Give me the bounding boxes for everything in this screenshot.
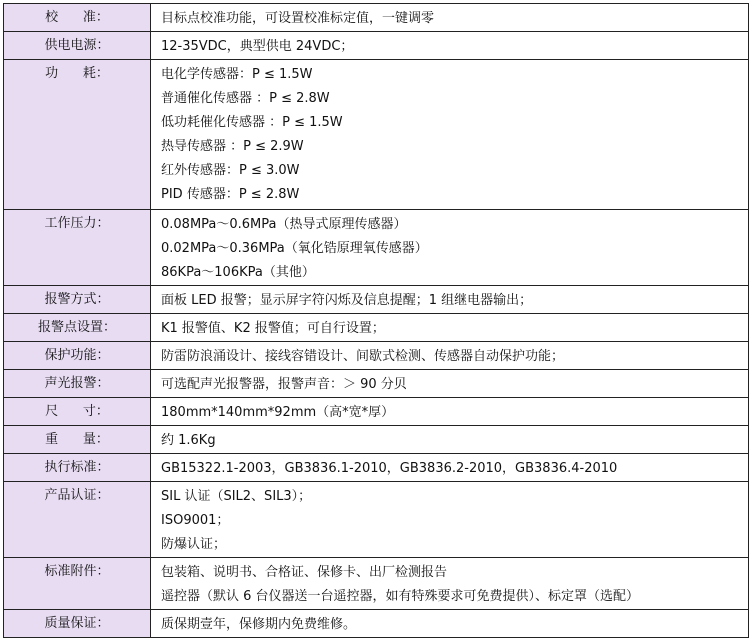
- row-value-cell: [151, 314, 749, 342]
- row-value-line: 电化学传感器：P ≤ 1.5W: [161, 67, 313, 82]
- row-label: 保护功能：: [44, 348, 110, 363]
- row-label-cell: [4, 286, 151, 314]
- row-value-line: 86KPa～106KPa（其他）: [161, 265, 315, 280]
- row-value-line: 普通催化传感器 ：P ≤ 2.8W: [161, 91, 330, 106]
- row-label: 重 量：: [45, 432, 109, 447]
- row-label-cell: [4, 610, 151, 638]
- spec-row-alarm-mode: [4, 286, 749, 314]
- spec-row-protection: [4, 342, 749, 370]
- row-value-line: 180mm*140mm*92mm（高*宽*厚）: [161, 405, 395, 420]
- row-label: 声光报警：: [44, 376, 110, 391]
- row-value-line: 质保期壹年，保修期内免费维修。: [161, 617, 357, 632]
- row-value-line: 约 1.6Kg: [161, 433, 216, 448]
- row-label: 供电电源：: [44, 38, 110, 53]
- row-value-line: 12-35VDC，典型供电 24VDC；: [161, 39, 354, 54]
- row-label-cell: [4, 482, 151, 558]
- row-label-cell: [4, 60, 151, 210]
- row-value-line: ISO9001；: [161, 513, 230, 528]
- spec-row-certification: [4, 482, 749, 558]
- row-label: 执行标准：: [44, 460, 110, 475]
- row-label: 报警点设置：: [37, 320, 116, 335]
- row-label-cell: [4, 558, 151, 610]
- row-label: 产品认证：: [44, 488, 110, 503]
- row-value-line: K1 报警值、K2 报警值；可自行设置；: [161, 321, 385, 336]
- row-value-line: SIL 认证（SIL2、SIL3）；: [161, 489, 312, 504]
- spec-row-standards: [4, 454, 749, 482]
- row-value-line: 0.02MPa～0.36MPa（氧化锆原理氧传感器）: [161, 241, 428, 256]
- spec-row-dimensions: [4, 398, 749, 426]
- row-value-cell: [151, 32, 749, 60]
- row-value-line: 红外传感器：P ≤ 3.0W: [161, 163, 300, 178]
- row-value-cell: [151, 558, 749, 610]
- row-value-line: PID 传感器：P ≤ 2.8W: [161, 187, 300, 202]
- row-label-cell: [4, 398, 151, 426]
- row-label: 质量保证：: [44, 616, 110, 631]
- row-label: 尺 寸：: [45, 404, 109, 419]
- spec-row-alarm-setpoint: [4, 314, 749, 342]
- spec-row-power-consumption: [4, 60, 749, 210]
- row-label: 工作压力：: [44, 216, 110, 231]
- spec-row-calibration: [4, 4, 749, 32]
- row-label-cell: [4, 426, 151, 454]
- row-value-line: 目标点校准功能，可设置校准标定值，一键调零: [161, 11, 435, 26]
- spec-row-power-supply: [4, 32, 749, 60]
- row-value-cell: [151, 398, 749, 426]
- spec-row-accessories: [4, 558, 749, 610]
- row-value-cell: [151, 60, 749, 210]
- row-value-line: 可选配声光报警器，报警声音：＞ 90 分贝: [161, 377, 407, 392]
- row-label-cell: [4, 454, 151, 482]
- row-value-cell: [151, 454, 749, 482]
- row-label-cell: [4, 370, 151, 398]
- row-label: 校 准：: [45, 10, 109, 25]
- row-value-line: 热导传感器 ：P ≤ 2.9W: [161, 139, 304, 154]
- spec-row-sound-light-alarm: [4, 370, 749, 398]
- row-label: 标准附件：: [44, 564, 110, 579]
- row-value-line: 遥控器（默认 6 台仪器送一台遥控器，如有特殊要求可免费提供）、标定罩（选配）: [161, 589, 640, 604]
- row-value-cell: [151, 426, 749, 454]
- row-value-line: 面板 LED 报警；显示屏字符闪烁及信息提醒；1 组继电器输出；: [161, 293, 533, 308]
- spec-row-weight: [4, 426, 749, 454]
- row-value-cell: [151, 286, 749, 314]
- row-label-cell: [4, 314, 151, 342]
- spec-table: [3, 3, 749, 638]
- row-value-cell: [151, 210, 749, 286]
- row-value-line: 防爆认证；: [161, 537, 227, 552]
- row-label-cell: [4, 4, 151, 32]
- row-value-cell: [151, 482, 749, 558]
- row-value-cell: [151, 610, 749, 638]
- spec-row-warranty: [4, 610, 749, 638]
- row-value-line: 0.08MPa～0.6MPa（热导式原理传感器）: [161, 217, 407, 232]
- row-value-cell: [151, 4, 749, 32]
- row-value-line: 防雷防浪涌设计、接线容错设计、间歇式检测、传感器自动保护功能；: [161, 349, 565, 364]
- row-label-cell: [4, 32, 151, 60]
- row-value-line: 低功耗催化传感器 ：P ≤ 1.5W: [161, 115, 343, 130]
- row-value-line: GB15322.1-2003，GB3836.1-2010，GB3836.2-2010，GB3836.4-2010: [161, 461, 618, 476]
- row-label-cell: [4, 210, 151, 286]
- row-value-cell: [151, 370, 749, 398]
- row-label: 报警方式：: [44, 292, 110, 307]
- row-value-line: 包装箱、说明书、合格证、保修卡、出厂检测报告: [161, 565, 448, 580]
- row-value-cell: [151, 342, 749, 370]
- row-label-cell: [4, 342, 151, 370]
- spec-row-working-pressure: [4, 210, 749, 286]
- row-label: 功 耗：: [45, 66, 109, 81]
